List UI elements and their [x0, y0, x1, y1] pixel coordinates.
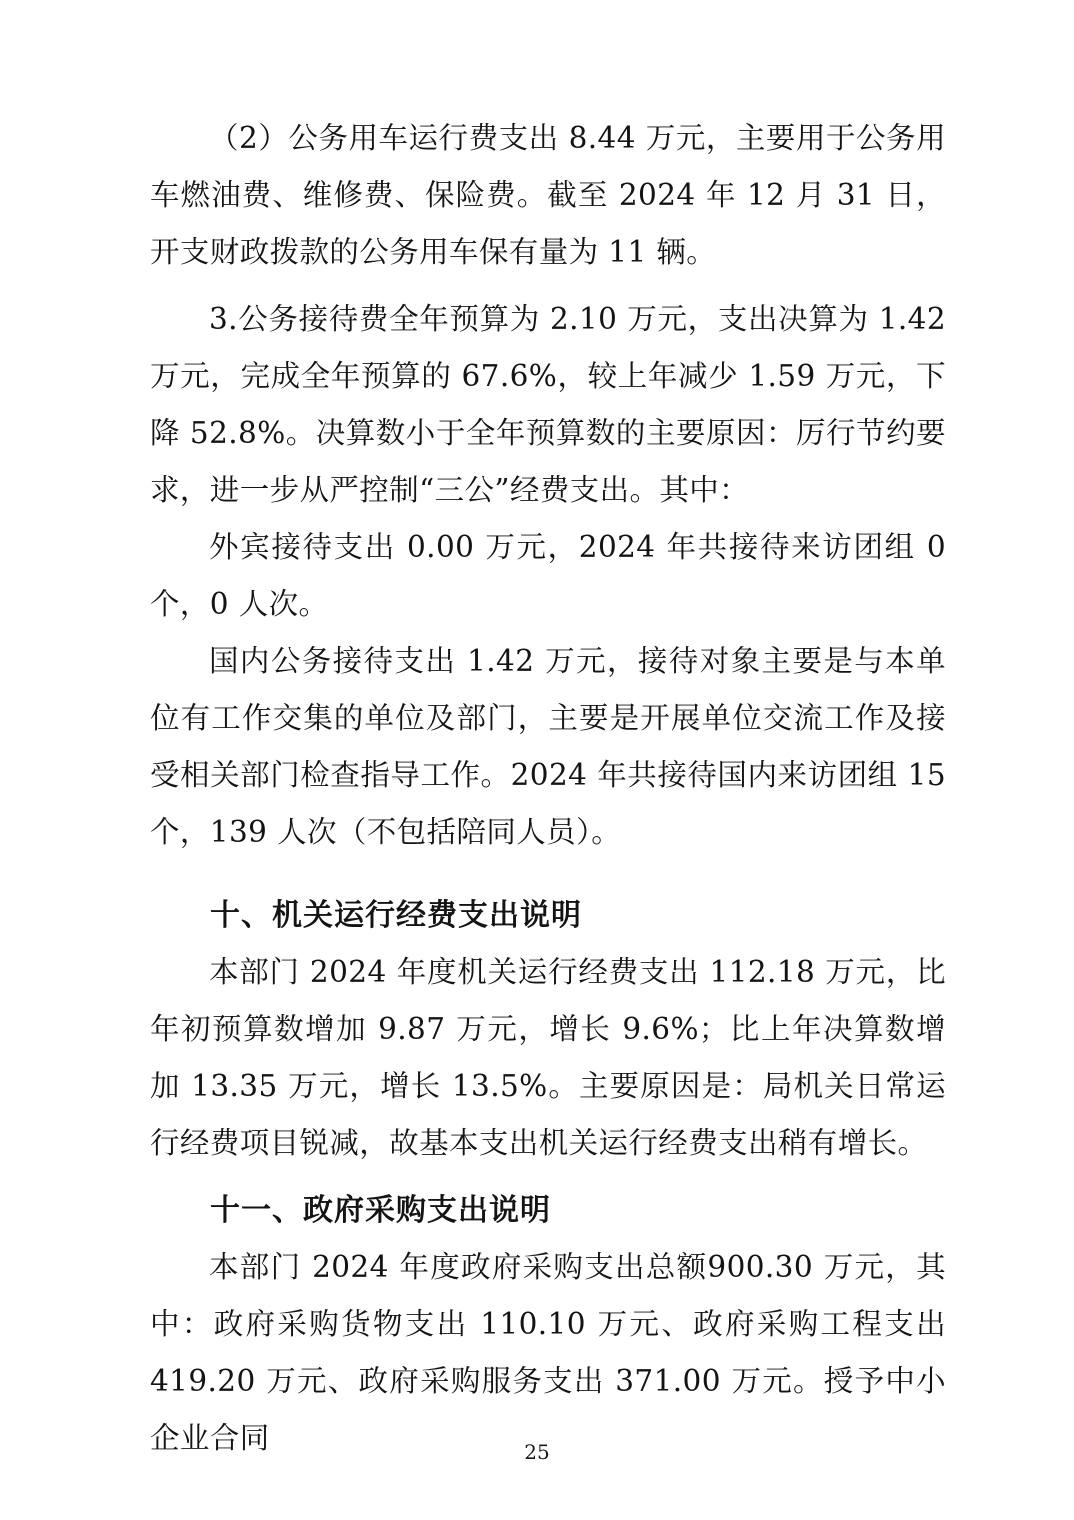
heading-agency-operating-expenses: 十、机关运行经费支出说明 [210, 898, 582, 933]
para-domestic-reception: 国内公务接待支出 1.42 万元，接待对象主要是与本单位有工作交集的单位及部门，主要是开展单位交流工作及接受相关部门检查指导工作。2024 年共接待国内来访团组 15 个，139 人次（不包括陪同人员）。 [150, 644, 946, 849]
heading-government-procurement: 十一、政府采购支出说明 [210, 1193, 551, 1228]
page-number: 25 [524, 1440, 550, 1464]
document-body [150, 110, 946, 1467]
para-government-procurement: 本部门 2024 年度政府采购支出总额900.30 万元，其中：政府采购货物支出 110.10 万元、政府采购工程支出 419.20 万元、政府采购服务支出 371.00 万元。授予中小企业合同 [150, 1250, 946, 1455]
paragraph-spacer [150, 281, 946, 291]
para-vehicle-operation-cost: （2）公务用车运行费支出 8.44 万元，主要用于公务用车燃油费、维修费、保险费。截至 2024 年 12 月 31 日，开支财政拨款的公务用车保有量为 11 辆。 [150, 121, 946, 269]
para-agency-operating-expenses: 本部门 2024 年度机关运行经费支出 112.18 万元，比年初预算数增加 9.87 万元，增长 9.6%；比上年决算数增加 13.35 万元，增长 13.5%。主要原因是：局机关日常运行经费项目锐减，故基本支出机关运行经费支出稍有增长。 [150, 955, 946, 1160]
para-official-reception-budget: 3.公务接待费全年预算为 2.10 万元，支出决算为 1.42 万元，完成全年预算的 67.6%，较上年减少 1.59 万元，下降 52.8%。决算数小于全年预算数的主要原因：厉行节约要求，进一步从严控制“三公”经费支出。其中： [150, 302, 946, 507]
section-spacer-2 [150, 1172, 946, 1182]
section-spacer [150, 861, 946, 887]
para-foreign-guest-reception: 外宾接待支出 0.00 万元，2024 年共接待来访团组 0 个，0 人次。 [150, 530, 946, 621]
